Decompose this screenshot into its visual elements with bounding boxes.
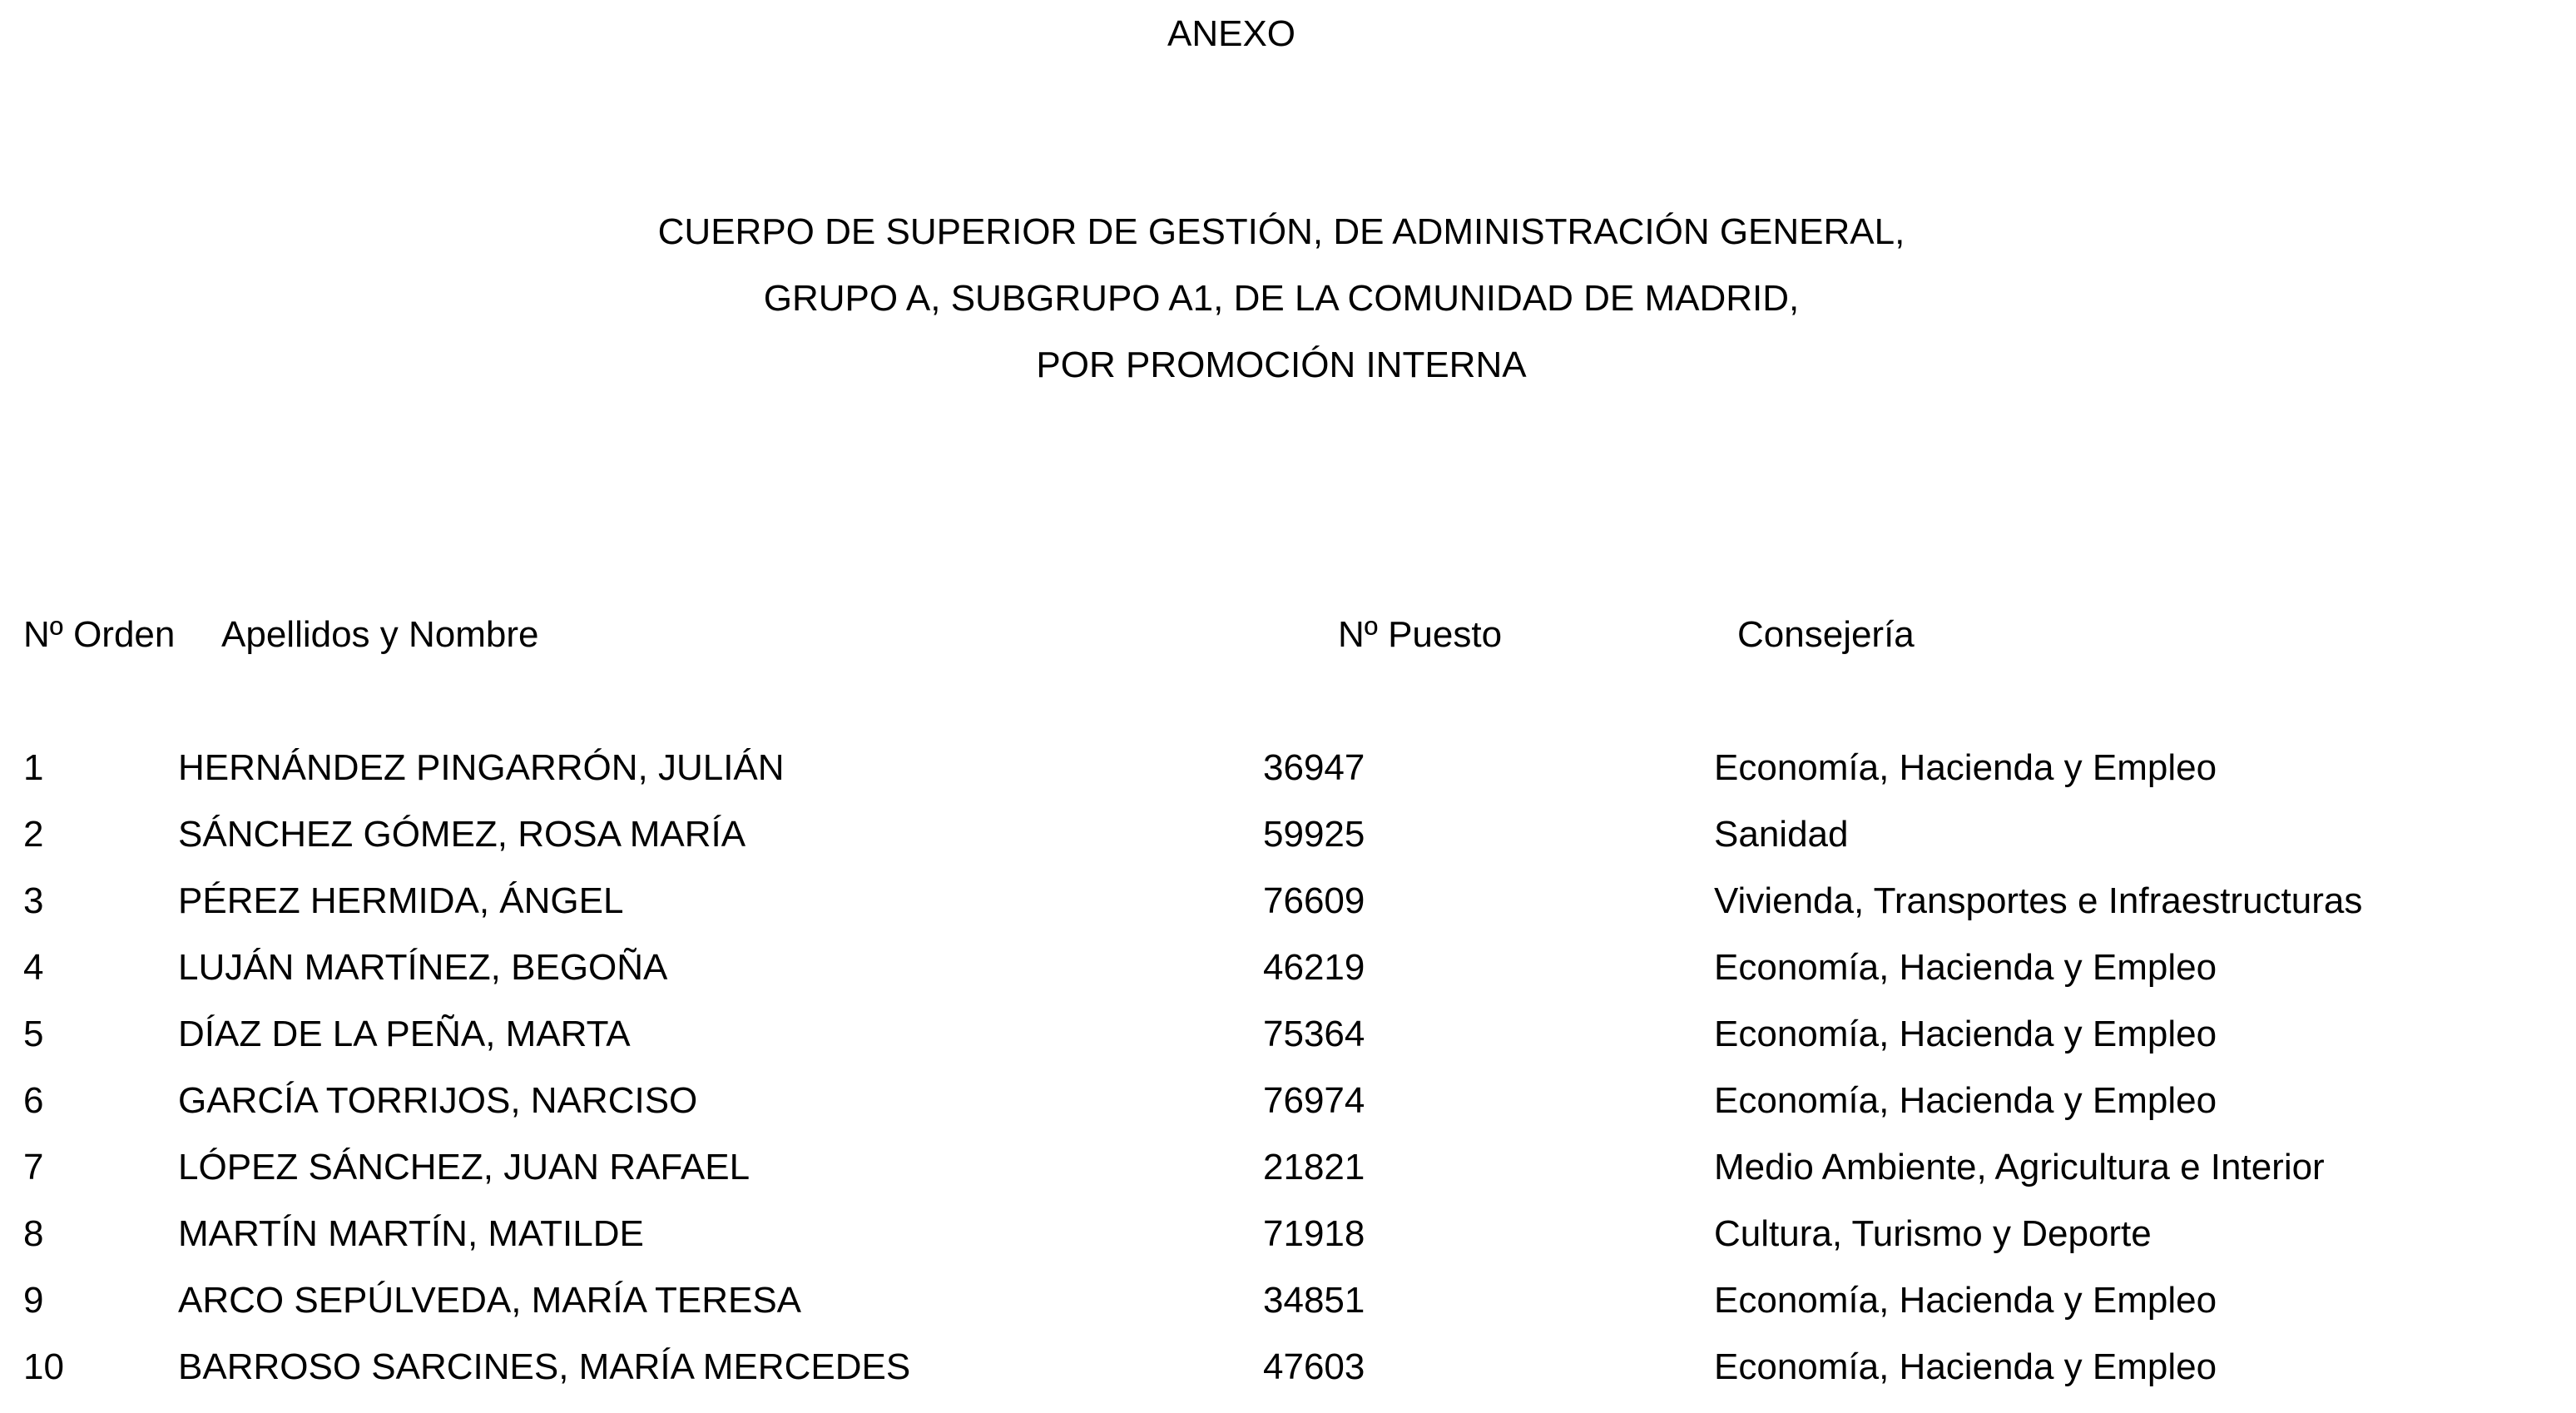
cell-puesto: 76609 (1263, 880, 1365, 921)
cell-orden: 3 (23, 880, 44, 921)
cell-consejeria: Economía, Hacienda y Empleo (1714, 747, 2217, 788)
cell-orden: 6 (23, 1080, 44, 1121)
cell-orden: 7 (23, 1147, 44, 1187)
cell-consejeria: Economía, Hacienda y Empleo (1714, 1080, 2217, 1121)
cell-orden: 5 (23, 1014, 44, 1054)
cell-orden: 10 (23, 1346, 64, 1387)
cell-orden: 9 (23, 1280, 44, 1321)
cell-puesto: 46219 (1263, 947, 1365, 988)
cell-consejeria: Cultura, Turismo y Deporte (1714, 1213, 2152, 1254)
cell-puesto: 36947 (1263, 747, 1365, 788)
table-row (0, 1147, 2576, 1213)
cell-nombre: LUJÁN MARTÍNEZ, BEGOÑA (178, 947, 668, 988)
cell-consejeria: Sanidad (1714, 814, 1849, 855)
header-consejeria: Consejería (1737, 614, 1915, 655)
cell-puesto: 21821 (1263, 1147, 1365, 1187)
cell-orden: 2 (23, 814, 44, 855)
cell-consejeria: Economía, Hacienda y Empleo (1714, 1014, 2217, 1054)
cell-puesto: 59925 (1263, 814, 1365, 855)
cell-puesto: 47603 (1263, 1346, 1365, 1387)
cell-nombre: HERNÁNDEZ PINGARRÓN, JULIÁN (178, 747, 785, 788)
cell-orden: 8 (23, 1213, 44, 1254)
cell-orden: 1 (23, 747, 44, 788)
cell-puesto: 34851 (1263, 1280, 1365, 1321)
cell-consejeria: Economía, Hacienda y Empleo (1714, 947, 2217, 988)
cell-consejeria: Economía, Hacienda y Empleo (1714, 1280, 2217, 1321)
cell-puesto: 76974 (1263, 1080, 1365, 1121)
cell-nombre: PÉREZ HERMIDA, ÁNGEL (178, 880, 624, 921)
cell-consejeria: Vivienda, Transportes e Infraestructuras (1714, 880, 2363, 921)
table-row (0, 1213, 2576, 1280)
cell-consejeria: Medio Ambiente, Agricultura e Interior (1714, 1147, 2325, 1187)
cell-puesto: 71918 (1263, 1213, 1365, 1254)
cell-nombre: SÁNCHEZ GÓMEZ, ROSA MARÍA (178, 814, 746, 855)
cell-nombre: GARCÍA TORRIJOS, NARCISO (178, 1080, 698, 1121)
header-nombre: Apellidos y Nombre (221, 614, 539, 655)
header-orden: Nº Orden (23, 614, 176, 655)
table-row (0, 1346, 2576, 1413)
cell-orden: 4 (23, 947, 44, 988)
table-row (0, 1280, 2576, 1346)
table-row (0, 1080, 2576, 1147)
cell-nombre: BARROSO SARCINES, MARÍA MERCEDES (178, 1346, 911, 1387)
document-title-line-2: GRUPO A, SUBGRUPO A1, DE LA COMUNIDAD DE MADRID, (763, 278, 1800, 319)
table-row (0, 1014, 2576, 1080)
table-row (0, 814, 2576, 880)
cell-nombre: MARTÍN MARTÍN, MATILDE (178, 1213, 644, 1254)
annex-title: ANEXO (1167, 13, 1296, 54)
cell-consejeria: Economía, Hacienda y Empleo (1714, 1346, 2217, 1387)
cell-nombre: ARCO SEPÚLVEDA, MARÍA TERESA (178, 1280, 802, 1321)
table-row (0, 947, 2576, 1014)
table-body (0, 747, 2576, 1413)
cell-nombre: LÓPEZ SÁNCHEZ, JUAN RAFAEL (178, 1147, 751, 1187)
table-row (0, 747, 2576, 814)
cell-puesto: 75364 (1263, 1014, 1365, 1054)
cell-nombre: DÍAZ DE LA PEÑA, MARTA (178, 1014, 631, 1054)
header-puesto: Nº Puesto (1338, 614, 1503, 655)
document-title-line-1: CUERPO DE SUPERIOR DE GESTIÓN, DE ADMINISTRACIÓN GENERAL, (657, 211, 1905, 252)
table-row (0, 880, 2576, 947)
document-title-line-3: POR PROMOCIÓN INTERNA (1036, 345, 1527, 385)
